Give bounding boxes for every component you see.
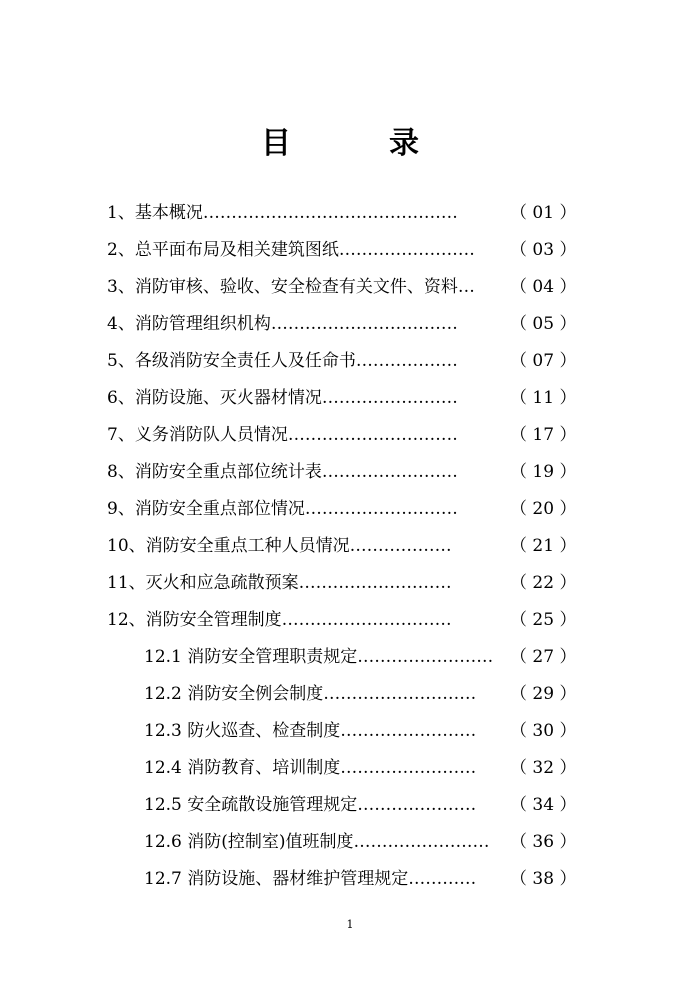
toc-subentry-label: 12.3 防火巡查、检查制度…………………… <box>144 721 477 741</box>
toc-entry[interactable] <box>0 531 700 561</box>
toc-entry[interactable] <box>0 198 700 228</box>
toc-subentry-label: 12.5 安全疏散设施管理规定………………… <box>144 795 477 815</box>
toc-entry[interactable] <box>0 605 700 635</box>
toc-entry-page: （ 01 ） <box>510 203 577 223</box>
toc-entry-label: 11、灭火和应急疏散预案……………………… <box>107 573 452 593</box>
toc-entry[interactable] <box>0 309 700 339</box>
toc-entry-page: （ 25 ） <box>510 610 577 630</box>
page-number: 1 <box>346 918 354 931</box>
toc-entry-label: 1、基本概况……………………………………… <box>107 203 458 223</box>
toc-subentry-page: （ 30 ） <box>510 721 577 741</box>
toc-subentry-page: （ 32 ） <box>510 758 577 778</box>
toc-entry-label: 3、消防审核、验收、安全检查有关文件、资料… <box>107 277 475 297</box>
toc-subentry[interactable] <box>0 827 700 857</box>
toc-subentry-label: 12.4 消防教育、培训制度…………………… <box>144 758 477 778</box>
document-title <box>0 118 700 162</box>
toc-entry-page: （ 19 ） <box>510 462 577 482</box>
toc-subentry-page: （ 38 ） <box>510 869 577 889</box>
toc-entry[interactable] <box>0 494 700 524</box>
toc-subentry[interactable] <box>0 864 700 894</box>
toc-entry-page: （ 22 ） <box>510 573 577 593</box>
toc-entry[interactable] <box>0 346 700 376</box>
toc-entry[interactable] <box>0 383 700 413</box>
toc-entry-label: 6、消防设施、灭火器材情况…………………… <box>107 388 458 408</box>
toc-subentry[interactable] <box>0 716 700 746</box>
toc-entry-label: 10、消防安全重点工种人员情况……………… <box>107 536 452 556</box>
toc-subentry-page: （ 36 ） <box>510 832 577 852</box>
toc-subentry-page: （ 34 ） <box>510 795 577 815</box>
toc-subentry[interactable] <box>0 642 700 672</box>
toc-entry-page: （ 21 ） <box>510 536 577 556</box>
toc-subentry-page: （ 29 ） <box>510 684 577 704</box>
toc-subentry-page: （ 27 ） <box>510 647 577 667</box>
toc-entry-page: （ 20 ） <box>510 499 577 519</box>
toc-entry[interactable] <box>0 272 700 302</box>
toc-entry-page: （ 07 ） <box>510 351 577 371</box>
toc-entry-page: （ 04 ） <box>510 277 577 297</box>
toc-subentry-label: 12.7 消防设施、器材维护管理规定………… <box>144 869 477 889</box>
toc-entry-label: 8、消防安全重点部位统计表…………………… <box>107 462 458 482</box>
toc-subentry-label: 12.2 消防安全例会制度……………………… <box>144 684 477 704</box>
toc-entry-label: 2、总平面布局及相关建筑图纸…………………… <box>107 240 475 260</box>
toc-entry-label: 9、消防安全重点部位情况……………………… <box>107 499 458 519</box>
toc-entry-label: 4、消防管理组织机构…………………………… <box>107 314 458 334</box>
title-char-left: 目 <box>261 126 291 161</box>
toc-entry-page: （ 17 ） <box>510 425 577 445</box>
toc-subentry[interactable] <box>0 753 700 783</box>
toc-subentry-label: 12.6 消防(控制室)值班制度…………………… <box>144 832 490 852</box>
toc-subentry[interactable] <box>0 790 700 820</box>
toc-entry[interactable] <box>0 457 700 487</box>
toc-entry-label: 12、消防安全管理制度………………………… <box>107 610 452 630</box>
toc-entry-label: 7、义务消防队人员情况………………………… <box>107 425 458 445</box>
title-char-right: 录 <box>389 126 419 161</box>
toc-subentry-label: 12.1 消防安全管理职责规定…………………… <box>144 647 494 667</box>
toc-entry[interactable] <box>0 235 700 265</box>
toc-entry-page: （ 03 ） <box>510 240 577 260</box>
toc-entry[interactable] <box>0 420 700 450</box>
toc-entry-page: （ 11 ） <box>510 388 577 408</box>
toc-entry-label: 5、各级消防安全责任人及任命书……………… <box>107 351 458 371</box>
toc-entry[interactable] <box>0 568 700 598</box>
toc-subentry[interactable] <box>0 679 700 709</box>
toc-entry-page: （ 05 ） <box>510 314 577 334</box>
